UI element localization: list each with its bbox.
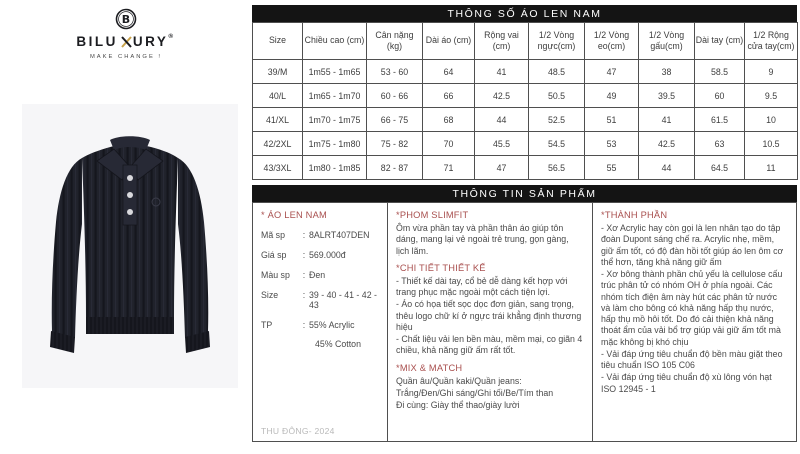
- section-line: Ôm vừa phần tay và phần thân áo giúp tôn dáng, mang lại vẻ ngoài trẻ trung, gọn gàng, lịch lãm.: [396, 223, 569, 256]
- field-colon: :: [302, 250, 306, 260]
- table-row: [253, 156, 798, 180]
- spec-cell: 42.5: [639, 132, 695, 156]
- field-row: [261, 290, 379, 310]
- field-label: Giá sp: [261, 250, 287, 260]
- tp-second-line: 45% Cotton: [315, 339, 361, 349]
- product-photo: [22, 104, 238, 388]
- field-label: Size: [261, 290, 279, 300]
- info-col-left: [253, 203, 387, 441]
- field-value: 569.000đ: [309, 250, 346, 260]
- spec-cell: 64: [423, 60, 475, 84]
- section-title: *PHOM SLIMFIT: [396, 210, 469, 220]
- sweater-illustration: [22, 104, 238, 388]
- field-value: 39 - 40 - 41 - 42 - 43: [309, 290, 377, 310]
- spec-cell: 53 - 60: [367, 60, 423, 84]
- spec-cell: 61.5: [695, 108, 745, 132]
- spec-cell: 55: [585, 156, 639, 180]
- spec-cell: 47: [585, 60, 639, 84]
- field-colon: :: [302, 290, 306, 300]
- info-columns: [252, 202, 797, 442]
- field-row: [261, 230, 379, 240]
- section-line: Đi cùng: Giày thể thao/giày lười: [396, 400, 520, 410]
- column-header: 1/2 Vòng eo(cm): [585, 23, 639, 60]
- section-line: - Xơ bông thành phần chủ yếu là cellulose cấu trúc phân tử có nhóm OH ở phía ngoài. Các nhóm tích điện âm này hút các phân tử nước và làm cho bông có khả năng hấp thụ nước, hấp thụ mồ hôi tốt. Do đó cải thiện khả năng thoát ẩm của vải bổ trợ giúp vải giữ ấm tốt mà mặc không bị khó chịu: [601, 269, 783, 347]
- brand-name: [76, 32, 176, 49]
- column-header: Dài áo (cm): [423, 23, 475, 60]
- spec-cell: 42/2XL: [253, 132, 303, 156]
- table-row: [253, 84, 798, 108]
- spec-cell: 1m80 - 1m85: [303, 156, 367, 180]
- spec-cell: 1m75 - 1m80: [303, 132, 367, 156]
- spec-cell: 1m70 - 1m75: [303, 108, 367, 132]
- spec-cell: 66: [423, 84, 475, 108]
- column-header: 1/2 Vòng ngực(cm): [529, 23, 585, 60]
- table-row: [253, 108, 798, 132]
- spec-cell: 68: [423, 108, 475, 132]
- spec-cell: 75 - 82: [367, 132, 423, 156]
- spec-cell: 60 - 66: [367, 84, 423, 108]
- header-row: [253, 23, 798, 60]
- spec-cell: 10.5: [745, 132, 798, 156]
- section-line: - Áo có họa tiết sọc dọc đơn giản, sang trọng, thêu logo chữ kí ở ngực trái khẳng định thương hiệu: [396, 299, 582, 332]
- column-header: Dài tay (cm): [695, 23, 745, 60]
- table-row: [253, 60, 798, 84]
- product-info-title-bar: THÔNG TIN SẢN PHẨM: [252, 185, 797, 202]
- section-title: *CHI TIẾT THIẾT KẾ: [396, 262, 486, 273]
- spec-cell: 70: [423, 132, 475, 156]
- spec-cell: 56.5: [529, 156, 585, 180]
- section-line: - Thiết kế dài tay, cổ bẻ dễ dàng kết hợp với trang phục mặc ngoài một cách tiện lợi.: [396, 275, 568, 297]
- field-value: 8ALRT407DEN: [309, 230, 370, 240]
- spec-cell: 47: [475, 156, 529, 180]
- field-colon: :: [302, 320, 306, 330]
- section-line: - Chất liệu vải len bền màu, mềm mại, co giãn 4 chiều, khả năng giữ ấm rất tốt.: [396, 334, 583, 356]
- spec-cell: 44: [475, 108, 529, 132]
- spec-cell: 45.5: [475, 132, 529, 156]
- spec-cell: 58.5: [695, 60, 745, 84]
- spec-cell: 39.5: [639, 84, 695, 108]
- table-row: [253, 132, 798, 156]
- column-header: Cân nặng (kg): [367, 23, 423, 60]
- spec-cell: 41/XL: [253, 108, 303, 132]
- spec-cell: 41: [639, 108, 695, 132]
- season-label: THU ĐÔNG- 2024: [261, 426, 335, 436]
- field-label: Mã sp: [261, 230, 285, 240]
- spec-cell: 64.5: [695, 156, 745, 180]
- spec-cell: 52.5: [529, 108, 585, 132]
- spec-cell: 71: [423, 156, 475, 180]
- spec-cell: 82 - 87: [367, 156, 423, 180]
- right-panel: [252, 5, 797, 448]
- info-col-right: [592, 203, 796, 441]
- spec-table: [252, 22, 798, 180]
- brand-monogram-icon: [115, 8, 137, 32]
- spec-cell: 43/3XL: [253, 156, 303, 180]
- field-colon: :: [302, 270, 306, 280]
- spec-cell: 63: [695, 132, 745, 156]
- spec-cell: 39/M: [253, 60, 303, 84]
- spec-cell: 53: [585, 132, 639, 156]
- spec-cell: 66 - 75: [367, 108, 423, 132]
- section-line: - Vải đáp ứng tiêu chuẩn độ bền màu giặt theo tiêu chuẩn ISO 105 C06: [601, 348, 783, 370]
- field-value: 55% Acrylic: [309, 320, 355, 330]
- section-line: Quần âu/Quần kaki/Quần jeans:: [396, 375, 522, 386]
- column-header: Size: [253, 23, 303, 60]
- column-header: Rộng vai (cm): [475, 23, 529, 60]
- registered-mark: ®: [168, 32, 176, 40]
- section-line: - Vải đáp ứng tiêu chuẩn độ xù lông vón hạt ISO 12945 - 1: [601, 372, 772, 394]
- spec-cell: 41: [475, 60, 529, 84]
- spec-table-title-bar: THÔNG SỐ ÁO LEN NAM: [252, 5, 797, 22]
- brand-letter-x-icon: [121, 36, 132, 48]
- spec-cell: 9: [745, 60, 798, 84]
- field-row: [261, 250, 379, 260]
- column-header: 1/2 Vòng gấu(cm): [639, 23, 695, 60]
- field-label: Màu sp: [261, 270, 290, 280]
- spec-cell: 50.5: [529, 84, 585, 108]
- column-header: Chiều cao (cm): [303, 23, 367, 60]
- field-row: [261, 320, 379, 330]
- spec-cell: 51: [585, 108, 639, 132]
- section-title: *MIX & MATCH: [396, 362, 463, 373]
- field-label: TP: [261, 320, 273, 330]
- brand-name-right: URY: [132, 34, 169, 49]
- product-title: * ÁO LEN NAM: [261, 210, 327, 220]
- brand-name-left: BILU: [76, 34, 118, 49]
- spec-cell: 9.5: [745, 84, 798, 108]
- field-value: Đen: [309, 270, 326, 280]
- spec-cell: 60: [695, 84, 745, 108]
- field-colon: :: [302, 230, 306, 240]
- info-col-middle: [387, 203, 592, 441]
- spec-cell: 40/L: [253, 84, 303, 108]
- spec-cell: 10: [745, 108, 798, 132]
- spec-cell: 49: [585, 84, 639, 108]
- spec-cell: 44: [639, 156, 695, 180]
- section-line: - Xơ Acrylic hay còn gọi là len nhân tạo do tập đoàn Dupont sáng chế ra. Acrylic nhẹ, mềm, giữ ấm tốt, có độ đàn hồi tốt giúp áo len ôm cơ thể hơn, tăng khả năng giữ ấm: [601, 223, 784, 267]
- spec-cell: 48.5: [529, 60, 585, 84]
- spec-cell: 54.5: [529, 132, 585, 156]
- spec-cell: 1m65 - 1m70: [303, 84, 367, 108]
- section-title: *THÀNH PHẦN: [601, 210, 668, 220]
- column-header: 1/2 Rộng cửa tay(cm): [745, 23, 798, 60]
- spec-cell: 38: [639, 60, 695, 84]
- spec-cell: 42.5: [475, 84, 529, 108]
- brand-logo: [0, 8, 252, 60]
- spec-cell: 1m55 - 1m65: [303, 60, 367, 84]
- brand-tagline: MAKE CHANGE !: [89, 54, 163, 60]
- field-row: [261, 270, 379, 280]
- spec-cell: 11: [745, 156, 798, 180]
- svg-text:B: B: [121, 13, 131, 27]
- section-line: Trắng/Đen/Ghi sáng/Ghi tối/Be/Tím than: [396, 387, 554, 398]
